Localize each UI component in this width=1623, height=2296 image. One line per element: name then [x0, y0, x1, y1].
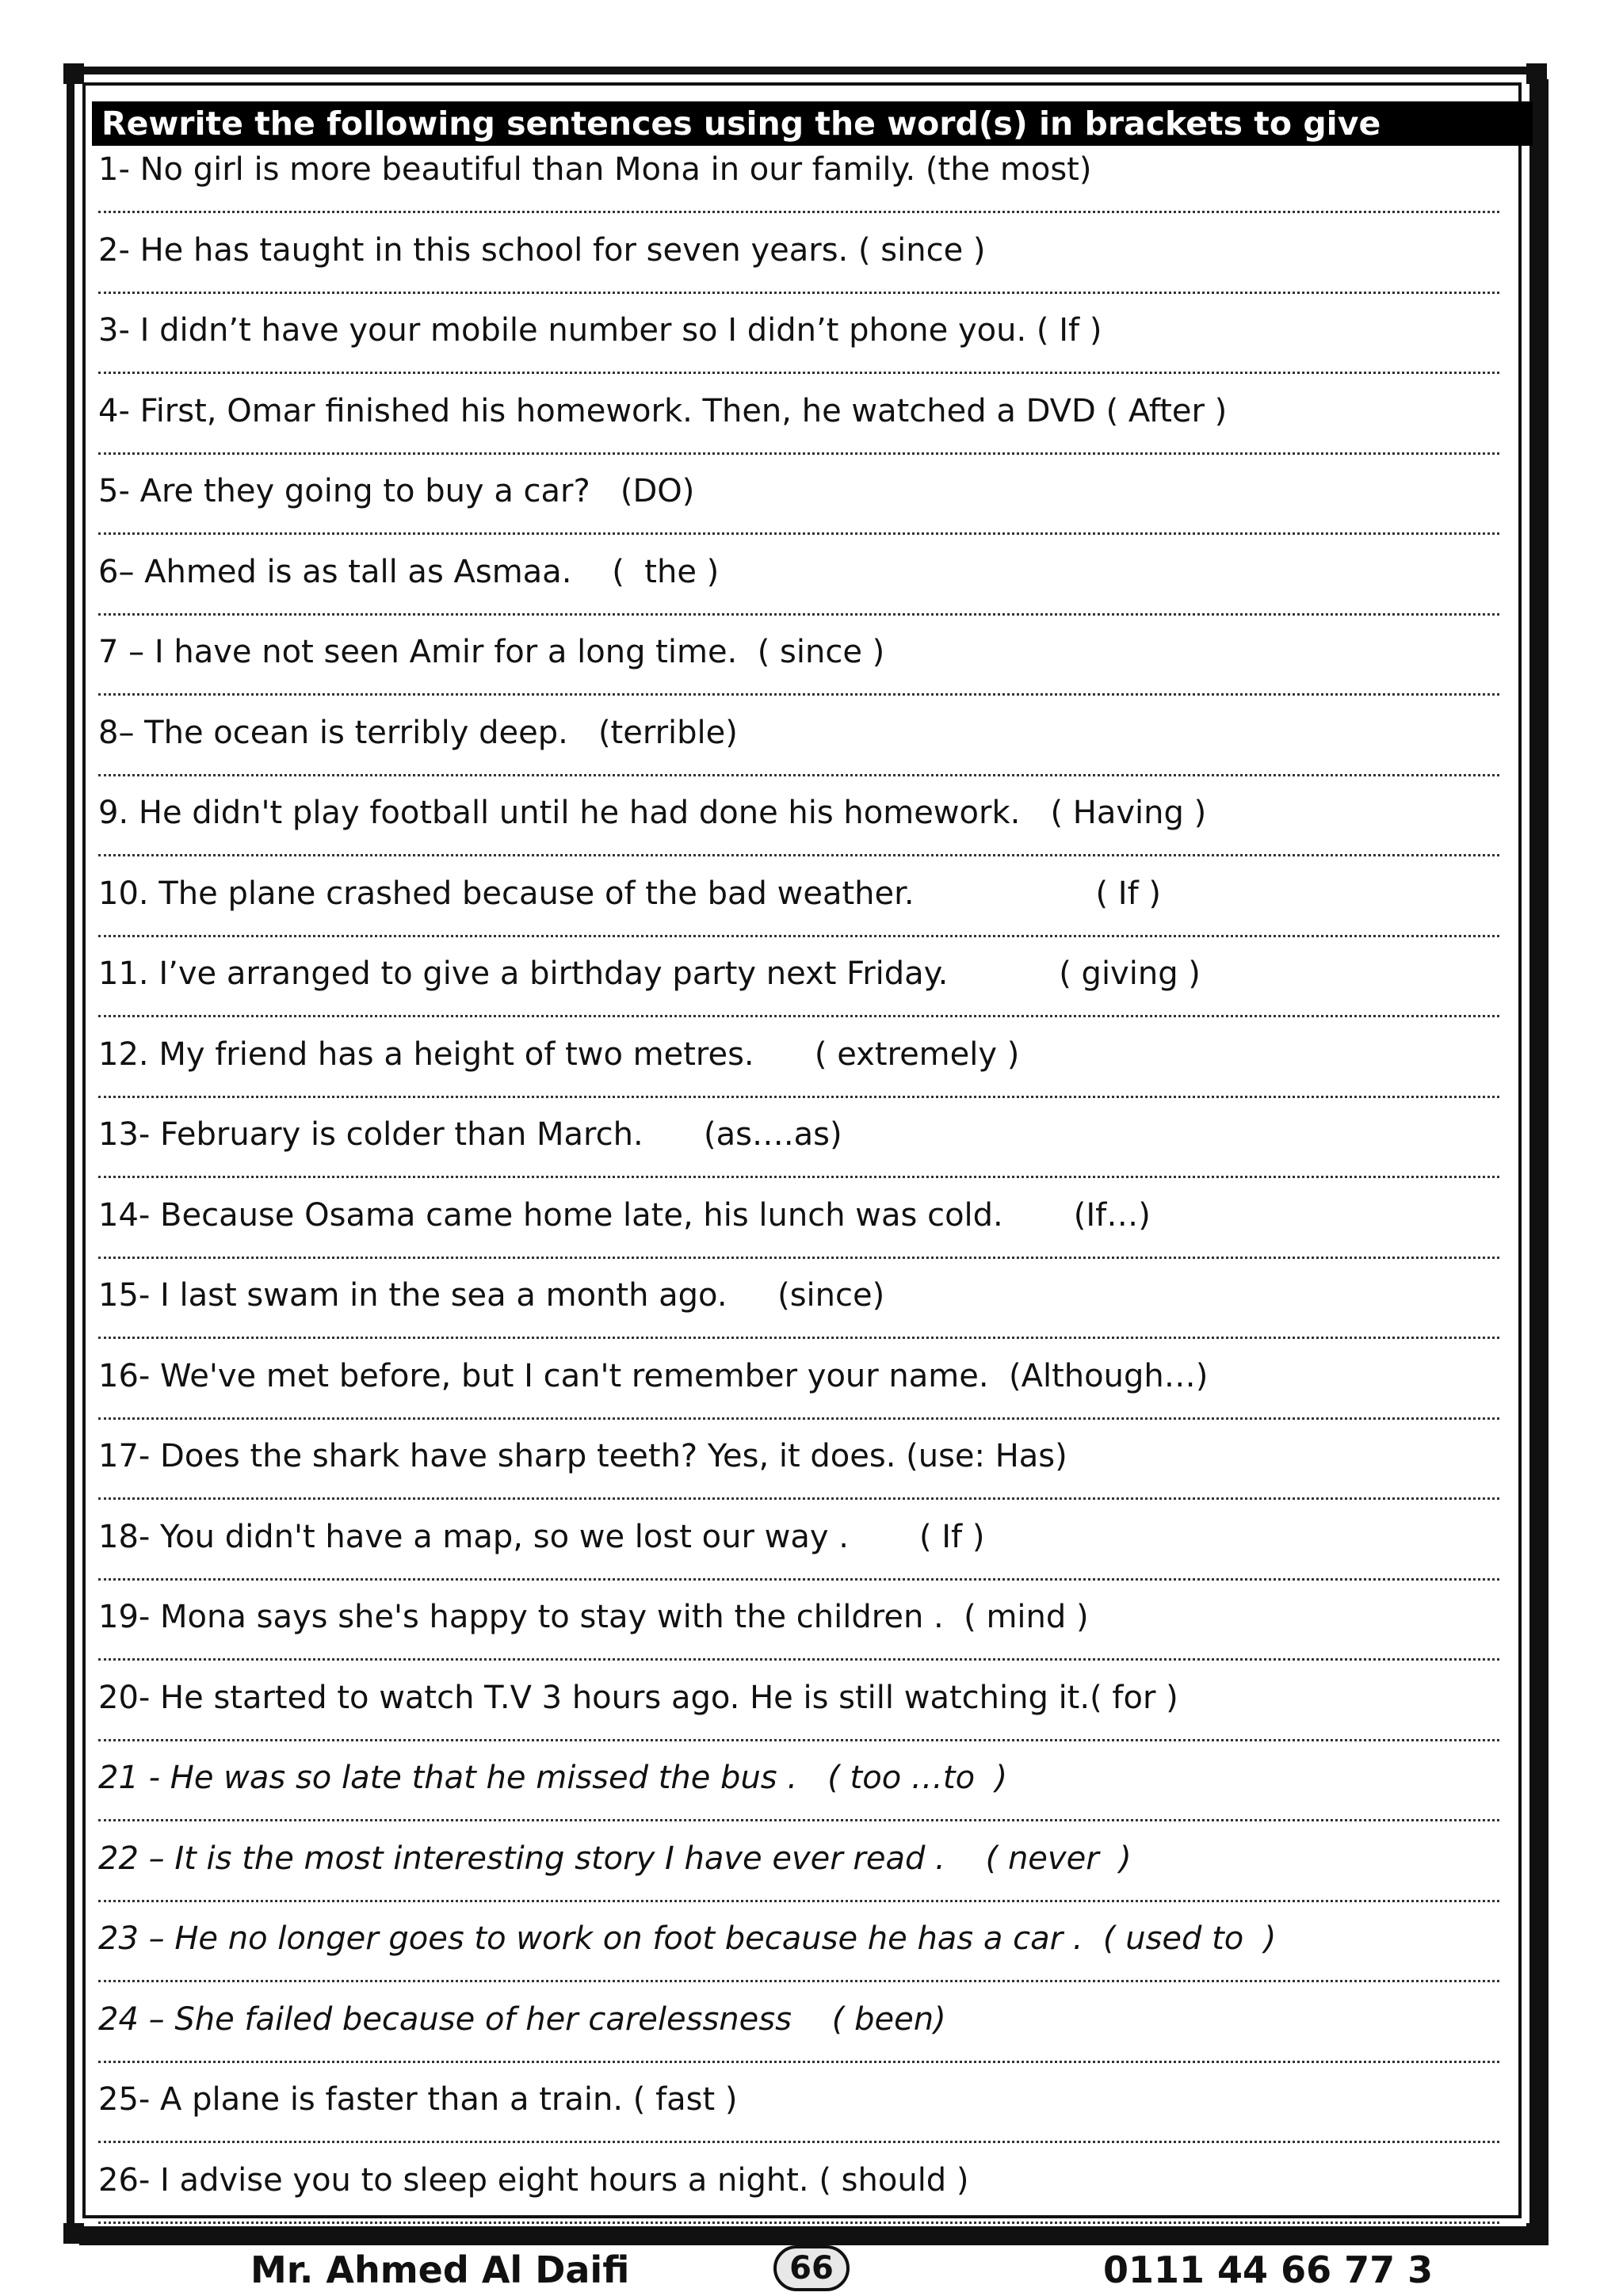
exercise-item — [98, 307, 1499, 387]
exercise-item — [98, 467, 1499, 548]
answer-line[interactable] — [98, 1819, 1499, 1821]
answer-line[interactable] — [98, 1980, 1499, 1982]
exercise-item — [98, 709, 1499, 790]
answer-line[interactable] — [98, 1739, 1499, 1741]
exercise-item — [98, 1352, 1499, 1433]
exercise-sentence: 18- You didn't have a map, so we lost our way . ( If ) — [98, 1518, 985, 1555]
answer-line[interactable] — [98, 2061, 1499, 2063]
answer-line[interactable] — [98, 452, 1499, 455]
exercise-sentence: 10. The plane crashed because of the bad weather. ( If ) — [98, 875, 1161, 912]
exercise-item — [98, 227, 1499, 307]
exercise-item — [98, 1754, 1499, 1835]
exercise-item — [98, 1031, 1499, 1112]
exercise-sentence: 1- No girl is more beautiful than Mona in our family. (the most) — [98, 151, 1092, 188]
answer-line[interactable] — [98, 1176, 1499, 1178]
footer-author: Mr. Ahmed Al Daifi — [250, 2248, 630, 2291]
answer-line[interactable] — [98, 1497, 1499, 1500]
exercise-sentence: 6– Ahmed is as tall as Asmaa. ( the ) — [98, 553, 720, 590]
answer-line[interactable] — [98, 532, 1499, 535]
answer-line[interactable] — [98, 2222, 1499, 2224]
answer-line[interactable] — [98, 1658, 1499, 1661]
exercise-sentence: 4- First, Omar finished his homework. Then, he watched a DVD ( After ) — [98, 392, 1228, 429]
exercise-sentence: 26- I advise you to sleep eight hours a night. ( should ) — [98, 2161, 969, 2199]
exercise-sentence: 13- February is colder than March. (as….as) — [98, 1116, 842, 1153]
exercise-sentence: 23 – He no longer goes to work on foot because he has a car . ( used to ) — [98, 1920, 1277, 1957]
exercise-item — [98, 548, 1499, 629]
exercise-sentence: 15- I last swam in the sea a month ago. (since) — [98, 1277, 885, 1314]
exercise-sentence: 22 – It is the most interesting story I have ever read . ( never ) — [98, 1840, 1132, 1877]
exercise-item — [98, 1996, 1499, 2077]
answer-line[interactable] — [98, 693, 1499, 696]
exercise-list — [98, 146, 1499, 2237]
answer-line[interactable] — [98, 1337, 1499, 1339]
footer-phone: 0111 44 66 77 3 — [1103, 2248, 1434, 2291]
exercise-sentence: 21 - He was so late that he missed the bus . ( too …to ) — [98, 1760, 1008, 1796]
exercise-sentence: 9. He didn't play football until he had done his homework. ( Having ) — [98, 795, 1207, 831]
exercise-sentence: 24 – She failed because of her carelessness ( been) — [98, 2000, 946, 2038]
exercise-sentence: 8– The ocean is terribly deep. (terrible) — [98, 714, 738, 751]
instructions-header: Rewrite the following sentences using the word(s) in brackets to give — [92, 101, 1533, 146]
frame-corner-bottom-left — [63, 2223, 84, 2244]
exercise-sentence: 2- He has taught in this school for seven years. ( since ) — [98, 231, 986, 269]
exercise-item — [98, 1674, 1499, 1755]
answer-line[interactable] — [98, 1257, 1499, 1259]
answer-line[interactable] — [98, 292, 1499, 294]
answer-line[interactable] — [98, 935, 1499, 937]
exercise-sentence: 12. My friend has a height of two metres. ( extremely ) — [98, 1035, 1020, 1073]
exercise-item — [98, 146, 1499, 227]
frame-corner-top-left — [63, 63, 84, 84]
frame-shadow-right — [1537, 79, 1549, 2245]
exercise-sentence: 19- Mona says she's happy to stay with the children . ( mind ) — [98, 1599, 1089, 1635]
exercise-sentence: 20- He started to watch T.V 3 hours ago. He is still watching it.( for ) — [98, 1679, 1178, 1716]
exercise-sentence: 11. I’ve arranged to give a birthday party next Friday. ( giving ) — [98, 955, 1201, 992]
page-number-badge: 66 — [773, 2245, 850, 2291]
exercise-item — [98, 1432, 1499, 1513]
exercise-sentence: 25- A plane is faster than a train. ( fast ) — [98, 2081, 738, 2118]
answer-line[interactable] — [98, 1900, 1499, 1902]
exercise-item — [98, 1111, 1499, 1192]
exercise-item — [98, 1915, 1499, 1996]
exercise-item — [98, 789, 1499, 870]
answer-line[interactable] — [98, 372, 1499, 374]
frame-corner-top-right — [1526, 63, 1547, 84]
exercise-item — [98, 387, 1499, 468]
exercise-sentence: 17- Does the shark have sharp teeth? Yes, it does. (use: Has) — [98, 1438, 1067, 1474]
answer-line[interactable] — [98, 1578, 1499, 1581]
answer-line[interactable] — [98, 211, 1499, 213]
exercise-item — [98, 2157, 1499, 2237]
exercise-item — [98, 1513, 1499, 1594]
exercise-item — [98, 1835, 1499, 1916]
exercise-sentence: 14- Because Osama came home late, his lunch was cold. (If…) — [98, 1196, 1151, 1234]
answer-line[interactable] — [98, 1096, 1499, 1098]
exercise-sentence: 16- We've met before, but I can't remember your name. (Although…) — [98, 1357, 1209, 1394]
exercise-item — [98, 2076, 1499, 2157]
frame-corner-bottom-right — [1526, 2223, 1547, 2244]
exercise-item — [98, 628, 1499, 709]
exercise-item — [98, 1192, 1499, 1272]
answer-line[interactable] — [98, 774, 1499, 776]
exercise-sentence: 5- Are they going to buy a car? (DO) — [98, 473, 695, 509]
answer-line[interactable] — [98, 1015, 1499, 1017]
answer-line[interactable] — [98, 854, 1499, 856]
exercise-item — [98, 1272, 1499, 1352]
exercise-sentence: 3- I didn’t have your mobile number so I didn’t phone you. ( If ) — [98, 312, 1102, 349]
answer-line[interactable] — [98, 613, 1499, 616]
exercise-item — [98, 950, 1499, 1031]
exercise-item — [98, 1593, 1499, 1674]
answer-line[interactable] — [98, 2141, 1499, 2143]
answer-line[interactable] — [98, 1417, 1499, 1420]
exercise-sentence: 7 – I have not seen Amir for a long time. ( since ) — [98, 634, 885, 670]
exercise-item — [98, 870, 1499, 951]
